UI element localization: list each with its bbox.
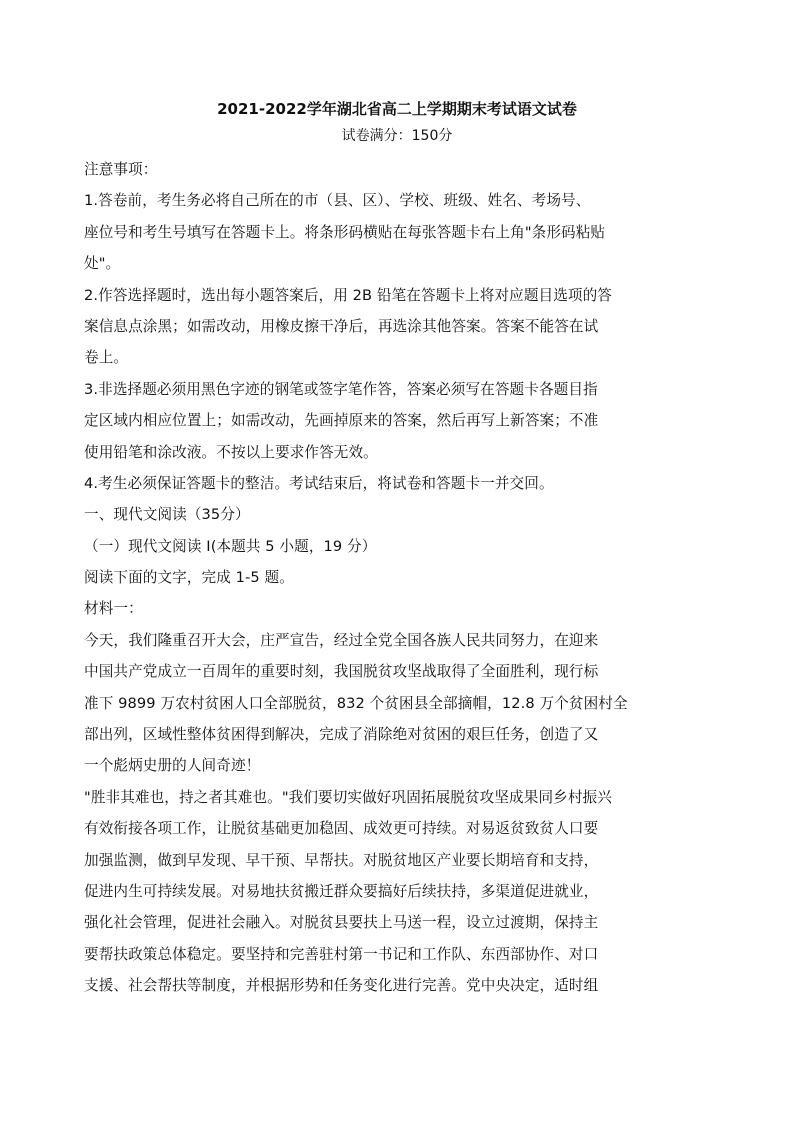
text-line: 要帮扶政策总体稳定。要坚持和完善驻村第一书记和工作队、东西部协作、对口 [84,945,599,963]
text-line: 加强监测，做到早发现、早干预、早帮扶。对脱贫地区产业要长期培育和支持， [84,851,599,869]
text-line: 3.非选择题必须用黑色字迹的钢笔或签字笔作答，答案必须写在答题卡各题目指 [84,380,598,398]
text-line: 今天，我们隆重召开大会，庄严宣告，经过全党全国各族人民共同努力，在迎来 [84,631,599,649]
text-line: 阅读下面的文字，完成 1-5 题。 [84,569,294,587]
text-line: 注意事项： [84,161,158,178]
text-line: 准下 9899 万农村贫困人口全部脱贫，832 个贫困县全部摘帽，12.8 万个贫困村全 [84,694,628,712]
exam-full-score: 试卷满分：150分 [341,128,453,144]
text-line: 案信息点涂黑；如需改动，用橡皮擦干净后，再选涂其他答案。答案不能答在试 [84,317,599,335]
text-line: "胜非其难也，持之者其难也。"我们要切实做好巩固拓展脱贫攻坚成果同乡村振兴 [84,788,612,806]
text-line: 支援、社会帮扶等制度，并根据形势和任务变化进行完善。党中央决定，适时组 [84,977,599,995]
text-line: 2.作答选择题时，选出每小题答案后，用 2B 铅笔在答题卡上将对应题目选项的答 [84,286,612,304]
text-line: 卷上。 [84,349,129,367]
text-line: 定区域内相应位置上；如需改动，先画掉原来的答案，然后再写上新答案；不准 [84,412,599,430]
text-line: 一个彪炳史册的人间奇迹！ [84,757,261,775]
text-line: 1.答卷前，考生务必将自己所在的市（县、区）、学校、班级、姓名、考场号、 [84,192,591,210]
text-line: 座位号和考生号填写在答题卡上。将条形码横贴在每张答题卡右上角"条形码粘贴 [84,223,606,241]
text-line: 材料一： [84,600,143,618]
text-line: 部出列，区域性整体贫困得到解决，完成了消除绝对贫困的艰巨任务，创造了又 [84,726,599,744]
text-line: 中国共产党成立一百周年的重要时刻，我国脱贫攻坚战取得了全面胜利，现行标 [84,663,599,681]
text-line: 有效衔接各项工作，让脱贫基础更加稳固、成效更可持续。对易返贫致贫人口要 [84,820,599,838]
text-line: 使用铅笔和涂改液。不按以上要求作答无效。 [84,443,378,461]
text-line: 一、现代文阅读（35分） [84,506,250,524]
exam-title: 2021-2022学年湖北省高二上学期期末考试语文试卷 [217,100,577,118]
text-line: 处"。 [84,255,121,273]
exam-body [84,154,710,1002]
text-line: 4.考生必须保证答题卡的整洁。考试结束后，将试卷和答题卡一并交回。 [84,474,554,492]
text-line: 促进内生可持续发展。对易地扶贫搬迁群众要搞好后续扶持，多渠道促进就业， [84,882,599,900]
text-line: 强化社会管理，促进社会融入。对脱贫县要扶上马送一程，设立过渡期，保持主 [84,914,599,932]
text-line: （一）现代文阅读 I(本题共 5 小题，19 分） [84,537,377,555]
